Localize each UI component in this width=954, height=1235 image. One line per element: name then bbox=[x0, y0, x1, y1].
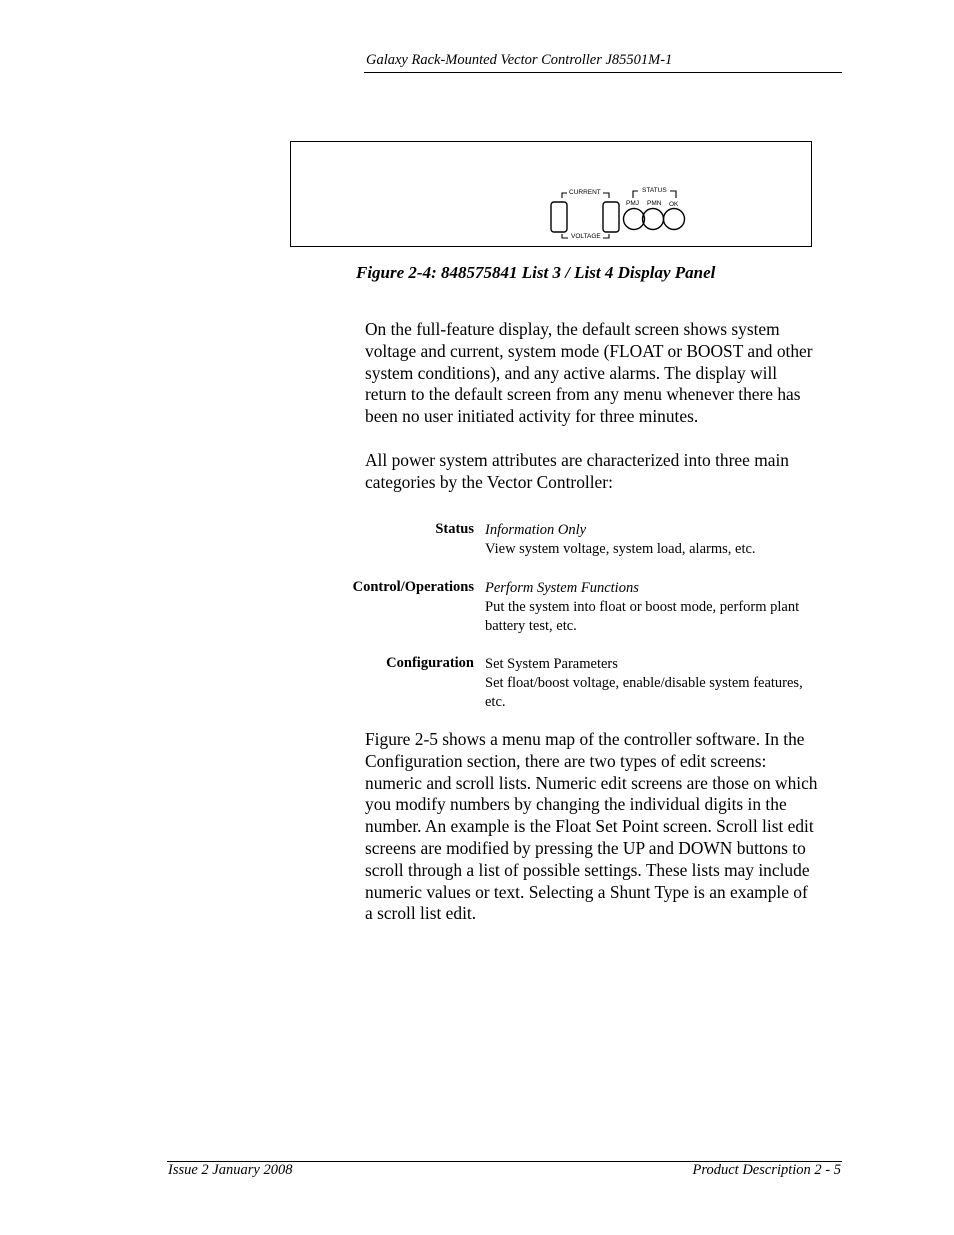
category-description bbox=[485, 579, 845, 636]
pmj-led-icon bbox=[624, 209, 645, 230]
paragraph-menu-map bbox=[365, 729, 841, 925]
current-label: CURRENT bbox=[569, 189, 601, 196]
category-description bbox=[485, 521, 845, 559]
paragraph-attributes bbox=[365, 450, 841, 494]
category-heading: Perform System Functions bbox=[485, 580, 639, 596]
header-rule bbox=[364, 72, 842, 73]
ok-led-icon bbox=[664, 209, 685, 230]
category-description bbox=[485, 655, 845, 712]
category-name: Configuration bbox=[386, 655, 474, 671]
paragraph-line: On the full-feature display, the default screen shows system bbox=[365, 319, 780, 339]
paragraph-line: screens are modified by pressing the UP and DOWN buttons to bbox=[365, 837, 806, 858]
category-line: Put the system into float or boost mode, perform plant bbox=[485, 599, 800, 615]
paragraph-line: All power system attributes are characterized into three main bbox=[365, 450, 789, 470]
voltage-label: VOLTAGE bbox=[571, 233, 601, 240]
paragraph-line: Configuration section, there are two types of edit screens: bbox=[365, 750, 767, 771]
paragraph-line: numeric values or text. Selecting a Shunt Type is an example of bbox=[365, 881, 808, 902]
pmj-label: PMJ bbox=[626, 200, 639, 207]
category-heading: Information Only bbox=[485, 522, 587, 538]
pmn-label: PMN bbox=[647, 200, 662, 207]
footer-page-number: Product Description 2 - 5 bbox=[692, 1162, 841, 1178]
paragraph-line: categories by the Vector Controller: bbox=[365, 471, 613, 492]
paragraph-line: numeric and scroll lists. Numeric edit screens are those on which bbox=[365, 772, 818, 793]
paragraph-line: voltage and current, system mode (FLOAT or BOOST and other bbox=[365, 340, 813, 361]
figure-caption: Figure 2-4: 848575841 List 3 / List 4 Display Panel bbox=[356, 263, 716, 282]
paragraph-line: number. An example is the Float Set Point screen. Scroll list edit bbox=[365, 816, 814, 837]
paragraph-line: system conditions), and any active alarms. The display will bbox=[365, 362, 778, 383]
running-header-title: Galaxy Rack-Mounted Vector Controller J85501M-1 bbox=[366, 52, 673, 68]
pmn-led-icon bbox=[643, 209, 664, 230]
paragraph-line: you modify numbers by changing the individual digits in the bbox=[365, 794, 787, 815]
category-name: Status bbox=[435, 521, 474, 537]
current-display-window bbox=[551, 202, 567, 232]
paragraph-default-screen bbox=[365, 319, 841, 428]
display-panel-drawing bbox=[291, 142, 811, 246]
category-line: Set float/boost voltage, enable/disable system features, bbox=[485, 675, 803, 691]
paragraph-line: a scroll list edit. bbox=[365, 903, 477, 924]
ok-label: OK bbox=[669, 201, 679, 208]
status-label: STATUS bbox=[642, 187, 667, 194]
category-line: battery test, etc. bbox=[485, 618, 577, 634]
footer-issue-date: Issue 2 January 2008 bbox=[168, 1162, 293, 1178]
category-heading: Set System Parameters bbox=[485, 656, 618, 672]
category-name: Control/Operations bbox=[352, 579, 474, 595]
category-line: etc. bbox=[485, 694, 506, 710]
paragraph-line: Figure 2-5 shows a menu map of the controller software. In the bbox=[365, 729, 805, 749]
display-panel-figure bbox=[290, 141, 812, 247]
category-line: View system voltage, system load, alarms, etc. bbox=[485, 541, 756, 557]
paragraph-line: scroll through a list of possible settings. These lists may include bbox=[365, 859, 810, 880]
voltage-display-window bbox=[603, 202, 619, 232]
paragraph-line: been no user initiated activity for three minutes. bbox=[365, 406, 699, 427]
paragraph-line: return to the default screen from any menu whenever there has bbox=[365, 384, 801, 405]
